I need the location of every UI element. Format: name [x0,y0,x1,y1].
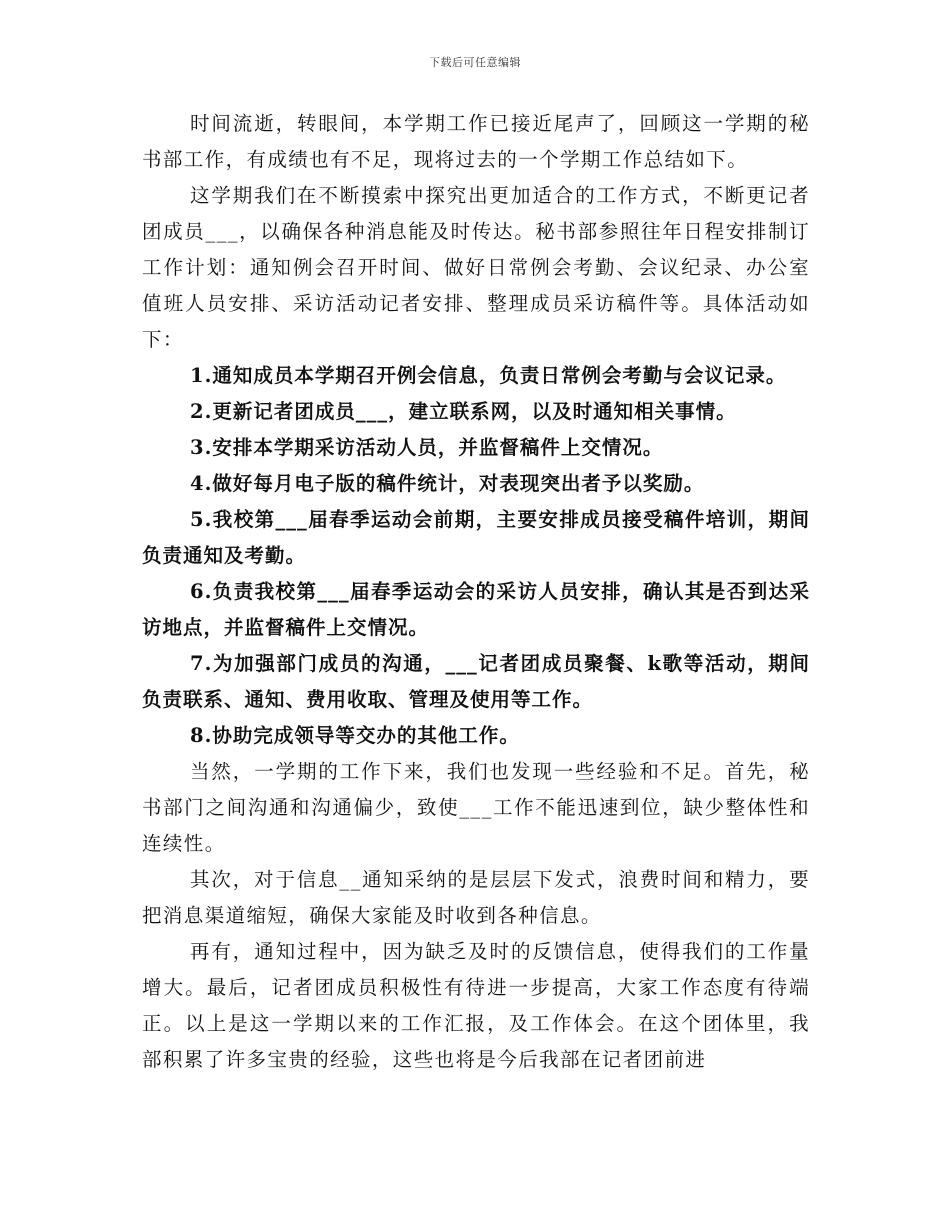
list-item-1: 1.通知成员本学期召开例会信息，负责日常例会考勤与会议记录。 [190,364,787,387]
list-item-4: 4.做好每月电子版的稿件统计，对表现突出者予以奖励。 [190,472,705,495]
paragraph-secondly: 其次，对于信息__通知采纳的是层层下发式，浪费时间和精力，要把消息渠道缩短，确保大家能及时收到各种信息。 [142,868,810,927]
paragraph-intro: 时间流逝，转眼间，本学期工作已接近尾声了，回顾这一学期的秘书部工作，有成绩也有不足，现将过去的一个学期工作总结如下。 [142,112,810,171]
document-body [142,106,810,1078]
list-item-2: 2.更新记者团成员___，建立联系网，以及时通知相关事情。 [190,400,737,423]
paragraph-shortcomings: 当然，一学期的工作下来，我们也发现一些经验和不足。首先，秘书部门之间沟通和沟通偏少，致使___工作不能迅速到位，缺少整体性和连续性。 [142,760,810,855]
list-item-6: 6.负责我校第___届春季运动会的采访人员安排，确认其是否到达采访地点，并监督稿件上交情况。 [142,580,810,639]
paragraph-work-method: 这学期我们在不断摸索中探究出更加适合的工作方式，不断更记者团成员___，以确保各种消息能及时传达。秘书部参照往年日程安排制订工作计划：通知例会召开时间、做好日常例会考勤、会议纪录、办公室值班人员安排、采访活动记者安排、整理成员采访稿件等。具体活动如下： [142,184,810,351]
page-header-note: 下载后可任意编辑 [429,56,521,69]
list-item-7: 7.为加强部门成员的沟通，___记者团成员聚餐、k歌等活动，期间负责联系、通知、费用收取、管理及使用等工作。 [142,652,810,711]
list-item-3: 3.安排本学期采访活动人员，并监督稿件上交情况。 [190,436,664,459]
list-item-5: 5.我校第___届春季运动会前期，主要安排成员接受稿件培训，期间负责通知及考勤。 [142,508,810,567]
paragraph-conclusion: 再有，通知过程中，因为缺乏及时的反馈信息，使得我们的工作量增大。最后，记者团成员积极性有待进一步提高，大家工作态度有待端正。以上是这一学期以来的工作汇报，及工作体会。在这个团体里，我部积累了许多宝贵的经验，这些也将是今后我部在记者团前进 [142,940,810,1071]
list-item-8: 8.协助完成领导等交办的其他工作。 [190,724,520,747]
